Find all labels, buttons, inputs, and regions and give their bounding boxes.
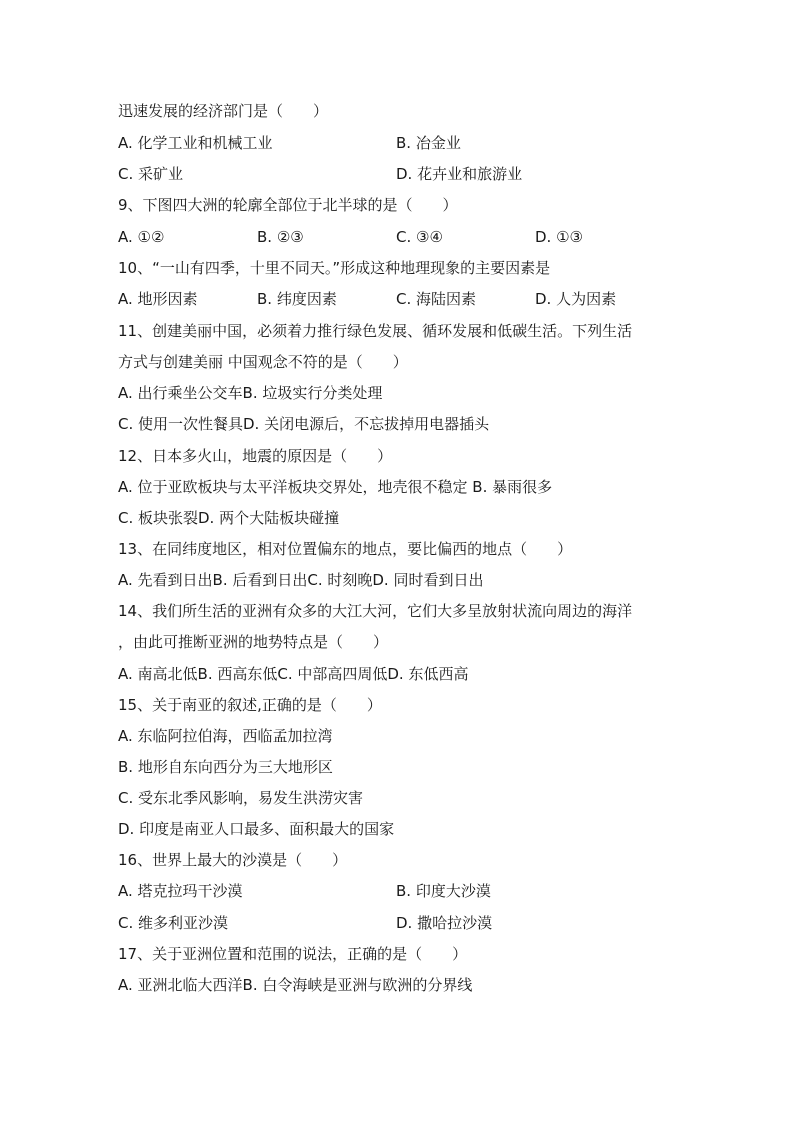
q9-stem: 9、下图四大洲的轮廓全部位于北半球的是（ ） bbox=[118, 196, 458, 214]
q9-option-d: D. ①③ bbox=[535, 228, 583, 246]
q8-option-a: A. 化学工业和机械工业 bbox=[118, 134, 273, 152]
q15-option-b: B. 地形自东向西分为三大地形区 bbox=[118, 758, 333, 776]
q9-option-c: C. ③④ bbox=[396, 228, 443, 246]
q14-stem-line2: ，由此可推断亚洲的地势特点是（ ） bbox=[118, 633, 389, 651]
q10-stem: 10、“一山有四季，十里不同天。”形成这种地理现象的主要因素是 bbox=[118, 259, 551, 277]
q13-stem: 13、在同纬度地区，相对位置偏东的地点，要比偏西的地点（ ） bbox=[118, 540, 573, 558]
q13-options: A. 先看到日出B. 后看到日出C. 时刻晚D. 同时看到日出 bbox=[118, 571, 484, 589]
q10-option-a: A. 地形因素 bbox=[118, 290, 198, 308]
q15-option-c: C. 受东北季风影响，易发生洪涝灾害 bbox=[118, 789, 364, 807]
q16-option-d: D. 撒哈拉沙漠 bbox=[396, 914, 493, 932]
q17-options-ab: A. 亚洲北临大西洋B. 白令海峡是亚洲与欧洲的分界线 bbox=[118, 976, 473, 994]
q8-stem-continued: 迅速发展的经济部门是（ ） bbox=[118, 102, 329, 120]
q12-options-ab: A. 位于亚欧板块与太平洋板块交界处，地壳很不稳定 B. 暴雨很多 bbox=[118, 478, 553, 496]
q17-stem: 17、关于亚洲位置和范围的说法，正确的是（ ） bbox=[118, 945, 468, 963]
q10-option-c: C. 海陆因素 bbox=[396, 290, 477, 308]
q15-option-d: D. 印度是南亚人口最多、面积最大的国家 bbox=[118, 820, 395, 838]
q9-option-a: A. ①② bbox=[118, 228, 165, 246]
q11-options-cd: C. 使用一次性餐具D. 关闭电源后，不忘拔掉用电器插头 bbox=[118, 415, 490, 433]
q16-stem: 16、世界上最大的沙漠是（ ） bbox=[118, 851, 348, 869]
q9-option-b: B. ②③ bbox=[257, 228, 304, 246]
q8-option-b: B. 冶金业 bbox=[396, 134, 461, 152]
q14-stem-line1: 14、我们所生活的亚洲有众多的大江大河，它们大多呈放射状流向周边的海洋 bbox=[118, 602, 633, 620]
q11-stem-line1: 11、创建美丽中国，必须着力推行绿色发展、循环发展和低碳生活。下列生活 bbox=[118, 322, 633, 340]
q8-option-c: C. 采矿业 bbox=[118, 165, 184, 183]
q11-options-ab: A. 出行乘坐公交车B. 垃圾实行分类处理 bbox=[118, 384, 383, 402]
q12-options-cd: C. 板块张裂D. 两个大陆板块碰撞 bbox=[118, 509, 340, 527]
q12-stem: 12、日本多火山，地震的原因是（ ） bbox=[118, 447, 393, 465]
q10-option-b: B. 纬度因素 bbox=[257, 290, 337, 308]
q15-stem: 15、关于南亚的叙述,正确的是（ ） bbox=[118, 696, 382, 714]
q15-option-a: A. 东临阿拉伯海，西临孟加拉湾 bbox=[118, 727, 333, 745]
q11-stem-line2: 方式与创建美丽 中国观念不符的是（ ） bbox=[118, 353, 408, 371]
q16-option-a: A. 塔克拉玛干沙漠 bbox=[118, 882, 243, 900]
q14-options: A. 南高北低B. 西高东低C. 中部高四周低D. 东低西高 bbox=[118, 665, 469, 683]
q8-option-d: D. 花卉业和旅游业 bbox=[396, 165, 523, 183]
q16-option-b: B. 印度大沙漠 bbox=[396, 882, 491, 900]
q16-option-c: C. 维多利亚沙漠 bbox=[118, 914, 229, 932]
q10-option-d: D. 人为因素 bbox=[535, 290, 617, 308]
